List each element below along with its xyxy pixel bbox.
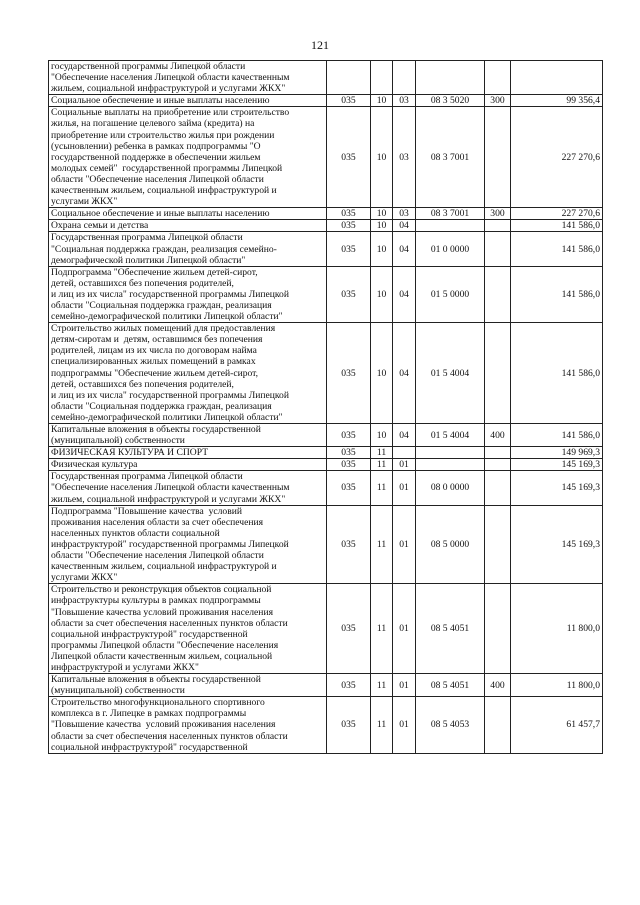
department-code: 035 (327, 232, 371, 266)
amount: 141 586,0 (511, 220, 603, 232)
section-code (371, 61, 393, 95)
department-code (327, 61, 371, 95)
table-row (49, 674, 603, 697)
target-item-code: 01 0 0000 (416, 232, 485, 266)
amount: 145 169,3 (511, 505, 603, 584)
subsection-code: 04 (393, 232, 416, 266)
subsection-code (393, 447, 416, 459)
subsection-code: 04 (393, 266, 416, 322)
amount: 141 586,0 (511, 266, 603, 322)
department-code: 035 (327, 459, 371, 471)
amount: 11 800,0 (511, 584, 603, 674)
amount (511, 61, 603, 95)
expense-type-code (485, 107, 511, 208)
budget-table (48, 60, 603, 754)
department-code: 035 (327, 674, 371, 697)
section-code: 10 (371, 323, 393, 424)
expense-type-code (485, 584, 511, 674)
expense-type-code (485, 232, 511, 266)
section-code: 10 (371, 266, 393, 322)
target-item-code (416, 61, 485, 95)
amount: 227 270,6 (511, 107, 603, 208)
table-row (49, 471, 603, 505)
row-description: Физическая культура (49, 459, 327, 471)
section-code: 11 (371, 584, 393, 674)
department-code: 035 (327, 584, 371, 674)
table-row (49, 323, 603, 424)
expense-type-code (485, 505, 511, 584)
row-description: Охрана семьи и детства (49, 220, 327, 232)
expense-type-code: 300 (485, 208, 511, 220)
subsection-code: 03 (393, 95, 416, 107)
expense-type-code (485, 266, 511, 322)
department-code: 035 (327, 95, 371, 107)
department-code: 035 (327, 505, 371, 584)
subsection-code: 01 (393, 471, 416, 505)
amount: 145 169,3 (511, 459, 603, 471)
row-description: Государственная программа Липецкой области "Обеспечение населения Липецкой области качественным жильем, социальной инфраструктурой и услугами ЖКХ" (49, 471, 327, 505)
amount: 149 969,3 (511, 447, 603, 459)
expense-type-code: 400 (485, 424, 511, 447)
subsection-code: 01 (393, 674, 416, 697)
row-description: ФИЗИЧЕСКАЯ КУЛЬТУРА И СПОРТ (49, 447, 327, 459)
section-code: 11 (371, 697, 393, 753)
amount: 227 270,6 (511, 208, 603, 220)
amount: 11 800,0 (511, 674, 603, 697)
table-row (49, 584, 603, 674)
department-code: 035 (327, 424, 371, 447)
row-description: Капитальные вложения в объекты государственной (муниципальной) собственности (49, 674, 327, 697)
section-code: 10 (371, 95, 393, 107)
target-item-code (416, 447, 485, 459)
department-code: 035 (327, 323, 371, 424)
table-row (49, 266, 603, 322)
target-item-code: 08 3 7001 (416, 107, 485, 208)
subsection-code: 03 (393, 107, 416, 208)
target-item-code: 01 5 0000 (416, 266, 485, 322)
row-description: Государственная программа Липецкой области "Социальная поддержка граждан, реализация семейно- демографической политики Липецкой области" (49, 232, 327, 266)
expense-type-code (485, 220, 511, 232)
table-row (49, 107, 603, 208)
amount: 141 586,0 (511, 424, 603, 447)
subsection-code (393, 61, 416, 95)
subsection-code: 03 (393, 208, 416, 220)
target-item-code: 01 5 4004 (416, 323, 485, 424)
table-row (49, 459, 603, 471)
page-number: 121 (311, 38, 329, 52)
row-description: Подпрограмма "Повышение качества условий проживания населения области за счет обеспечения населенных пунктов области социальной инфраструктурой" государственной программы Липецкой области "Обеспечение населения Липецкой области качественным жильем, социальной инфраструктурой и услугами ЖКХ" (49, 505, 327, 584)
section-code: 10 (371, 232, 393, 266)
amount: 145 169,3 (511, 471, 603, 505)
section-code: 10 (371, 424, 393, 447)
target-item-code (416, 459, 485, 471)
section-code: 11 (371, 447, 393, 459)
amount: 141 586,0 (511, 323, 603, 424)
amount: 99 356,4 (511, 95, 603, 107)
department-code: 035 (327, 208, 371, 220)
target-item-code: 08 0 0000 (416, 471, 485, 505)
row-description: Подпрограмма "Обеспечение жильем детей-сирот, детей, оставшихся без попечения родителей, и лиц из их числа" государственной программы Липецкой области "Социальная поддержка граждан, реализация семейно-демографической политики Липецкой области" (49, 266, 327, 322)
amount: 141 586,0 (511, 232, 603, 266)
subsection-code: 01 (393, 505, 416, 584)
subsection-code: 01 (393, 584, 416, 674)
table-row (49, 232, 603, 266)
department-code: 035 (327, 697, 371, 753)
section-code: 11 (371, 674, 393, 697)
table-row (49, 424, 603, 447)
subsection-code: 04 (393, 424, 416, 447)
expense-type-code: 400 (485, 674, 511, 697)
table-row (49, 697, 603, 753)
section-code: 11 (371, 459, 393, 471)
section-code: 10 (371, 220, 393, 232)
table-row (49, 220, 603, 232)
table-row (49, 505, 603, 584)
expense-type-code (485, 447, 511, 459)
department-code: 035 (327, 447, 371, 459)
section-code: 10 (371, 107, 393, 208)
target-item-code: 08 5 4051 (416, 674, 485, 697)
table-row (49, 447, 603, 459)
subsection-code: 04 (393, 323, 416, 424)
expense-type-code (485, 323, 511, 424)
expense-type-code (485, 697, 511, 753)
section-code: 11 (371, 471, 393, 505)
expense-type-code (485, 471, 511, 505)
department-code: 035 (327, 266, 371, 322)
section-code: 11 (371, 505, 393, 584)
expense-type-code (485, 61, 511, 95)
row-description: Социальное обеспечение и иные выплаты населению (49, 95, 327, 107)
target-item-code: 08 5 0000 (416, 505, 485, 584)
department-code: 035 (327, 107, 371, 208)
target-item-code (416, 220, 485, 232)
amount: 61 457,7 (511, 697, 603, 753)
target-item-code: 08 3 7001 (416, 208, 485, 220)
row-description: государственной программы Липецкой области "Обеспечение населения Липецкой области качественным жильем, социальной инфраструктурой и услугами ЖКХ" (49, 61, 327, 95)
budget-table-body (49, 61, 603, 754)
target-item-code: 08 5 4051 (416, 584, 485, 674)
expense-type-code: 300 (485, 95, 511, 107)
row-description: Социальные выплаты на приобретение или строительство жилья, на погашение целевого займа (кредита) на приобретение или строительство жилья при рождении (усыновлении) ребенка в рамках подпрограммы "О государственной поддержке в обеспечении жильем молодых семей" государственной программы Липецкой области "Обеспечение населения Липецкой области качественным жильем, социальной инфраструктурой и услугами ЖКХ" (49, 107, 327, 208)
target-item-code: 08 3 5020 (416, 95, 485, 107)
row-description: Социальное обеспечение и иные выплаты населению (49, 208, 327, 220)
expense-type-code (485, 459, 511, 471)
subsection-code: 04 (393, 220, 416, 232)
target-item-code: 08 5 4053 (416, 697, 485, 753)
table-row (49, 61, 603, 95)
subsection-code: 01 (393, 697, 416, 753)
subsection-code: 01 (393, 459, 416, 471)
section-code: 10 (371, 208, 393, 220)
row-description: Капитальные вложения в объекты государственной (муниципальной) собственности (49, 424, 327, 447)
row-description: Строительство и реконструкция объектов социальной инфраструктуры культуры в рамках подпрограммы "Повышение качества условий проживания населения области за счет обеспечения населенных пунктов области социальной инфраструктурой" государственной программы Липецкой области "Обеспечение населения Липецкой области качественным жильем, социальной инфраструктурой и услугами ЖКХ" (49, 584, 327, 674)
table-row (49, 208, 603, 220)
table-row (49, 95, 603, 107)
department-code: 035 (327, 220, 371, 232)
row-description: Строительство жилых помещений для предоставления детям-сиротам и детям, оставшимся без попечения родителей, лицам из их числа по договорам найма специализированных жилых помещений в рамках подпрограммы "Обеспечение жильем детей-сирот, детей, оставшихся без попечения родителей, и лиц из их числа" государственной программы Липецкой области "Социальная поддержка граждан, реализация семейно-демографической политики Липецкой области" (49, 323, 327, 424)
target-item-code: 01 5 4004 (416, 424, 485, 447)
row-description: Строительство многофункционального спортивного комплекса в г. Липецке в рамках подпрограммы "Повышение качества условий проживания населения области за счет обеспечения населенных пунктов области социальной инфраструктурой" государственной (49, 697, 327, 753)
department-code: 035 (327, 471, 371, 505)
